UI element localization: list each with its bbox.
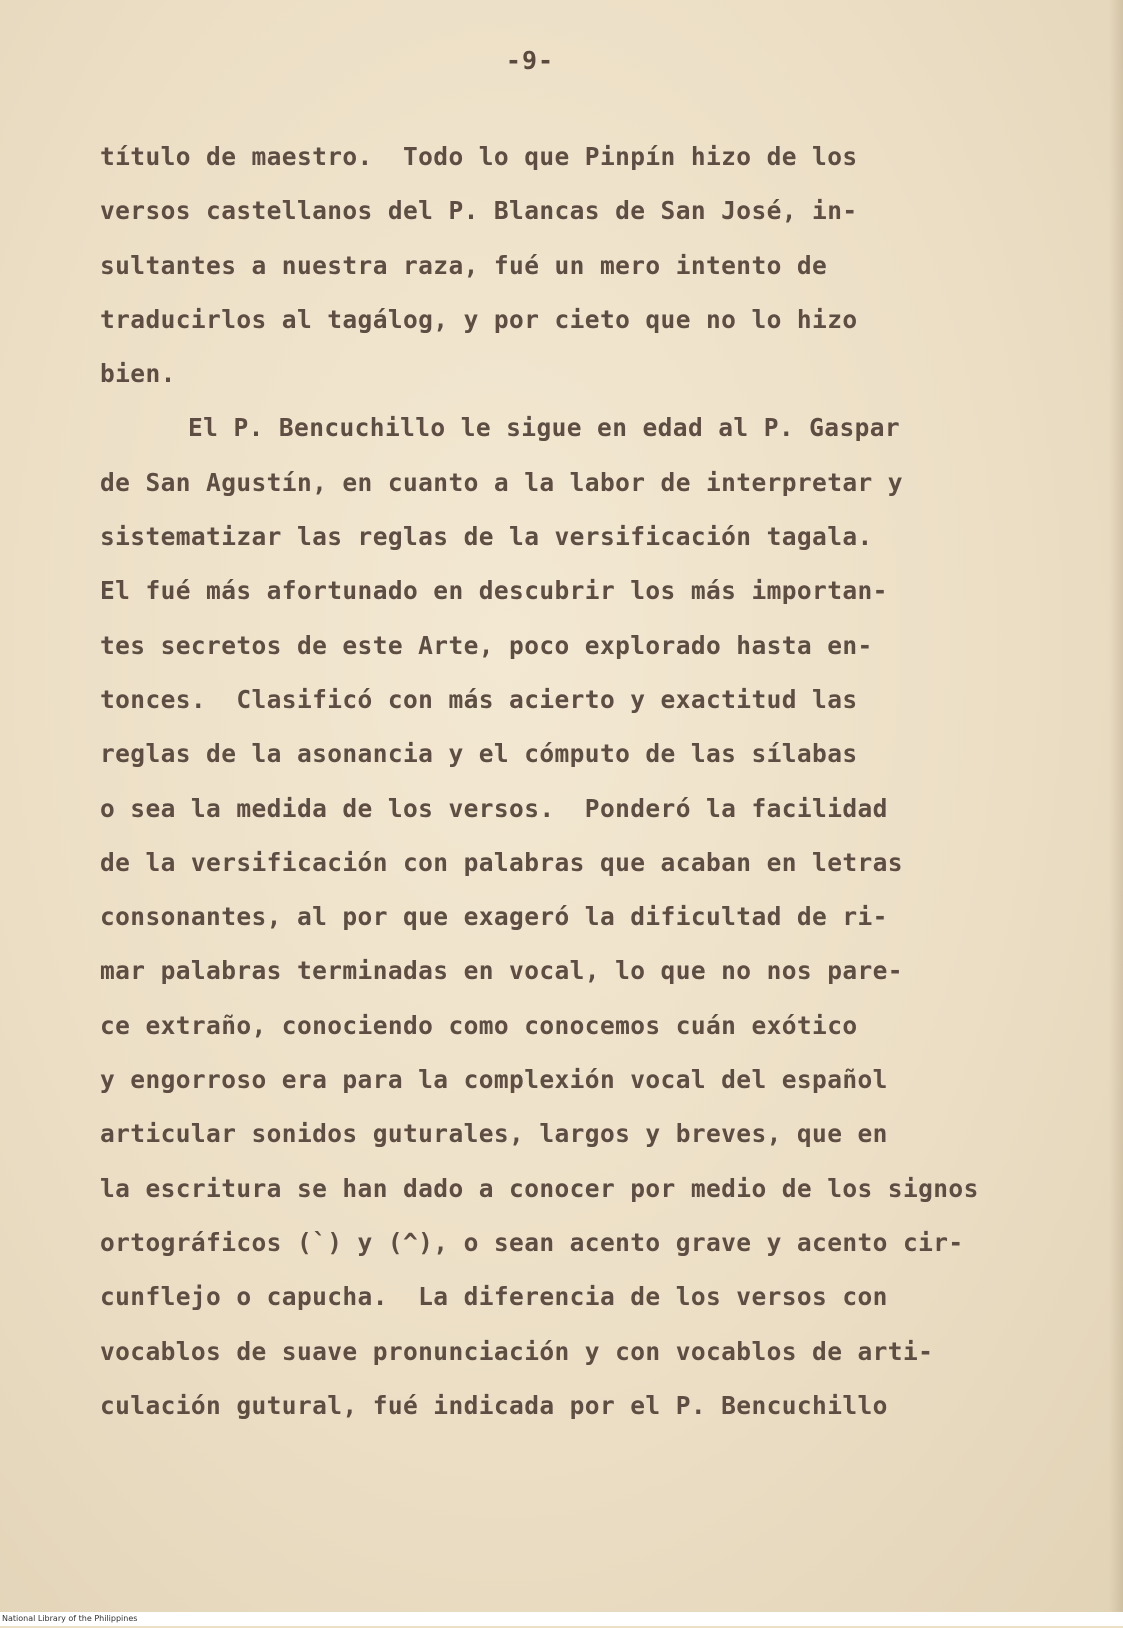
text-line: El fué más afortunado en descubrir los más importan- [100, 576, 888, 606]
text-line: de la versificación con palabras que acaban en letras [100, 847, 903, 877]
paragraph [100, 401, 1060, 1433]
page-number: -9- [505, 46, 555, 75]
text-line: o sea la medida de los versos. Ponderó la facilidad [100, 793, 888, 823]
text-line: El P. Bencuchillo le sigue en edad al P. Gaspar [188, 413, 901, 443]
text-line: reglas de la asonancia y el cómputo de las sílabas [100, 739, 858, 769]
text-line: tonces. Clasificó con más acierto y exactitud las [100, 684, 858, 714]
text-line: título de maestro. Todo lo que Pinpín hizo de los [100, 142, 858, 171]
text-line: sistematizar las reglas de la versificación tagala. [100, 522, 873, 552]
footer-credit: National Library of the Philippines [0, 1612, 1123, 1626]
document-body [100, 130, 1060, 1433]
text-line: ce extraño, conociendo como conocemos cuán exótico [100, 1010, 858, 1040]
text-line: culación gutural, fué indicada por el P. Bencuchillo [100, 1390, 888, 1420]
text-line: consonantes, al por que exageró la dificultad de ri- [100, 902, 888, 932]
text-line: traducirlos al tagálog, y por cieto que no lo hizo [100, 304, 858, 334]
text-line: articular sonidos guturales, largos y breves, que en [100, 1119, 888, 1149]
text-line: bien. [100, 359, 176, 389]
text-line: versos castellanos del P. Blancas de San José, in- [100, 196, 858, 226]
text-line: la escritura se han dado a conocer por medio de los signos [100, 1173, 979, 1203]
paragraph [100, 130, 1060, 401]
text-line: tes secretos de este Arte, poco explorado hasta en- [100, 630, 873, 660]
text-line: de San Agustín, en cuanto a la labor de interpretar y [100, 467, 903, 497]
text-line: sultantes a nuestra raza, fué un mero intento de [100, 250, 828, 280]
text-line: mar palabras terminadas en vocal, lo que no nos pare- [100, 956, 903, 986]
text-line: cunflejo o capucha. La diferencia de los versos con [100, 1282, 888, 1312]
text-line: y engorroso era para la complexión vocal del español [100, 1065, 888, 1095]
text-line: vocablos de suave pronunciación y con vocablos de arti- [100, 1336, 934, 1366]
text-line: ortográficos (`) y (^), o sean acento grave y acento cir- [100, 1227, 964, 1257]
